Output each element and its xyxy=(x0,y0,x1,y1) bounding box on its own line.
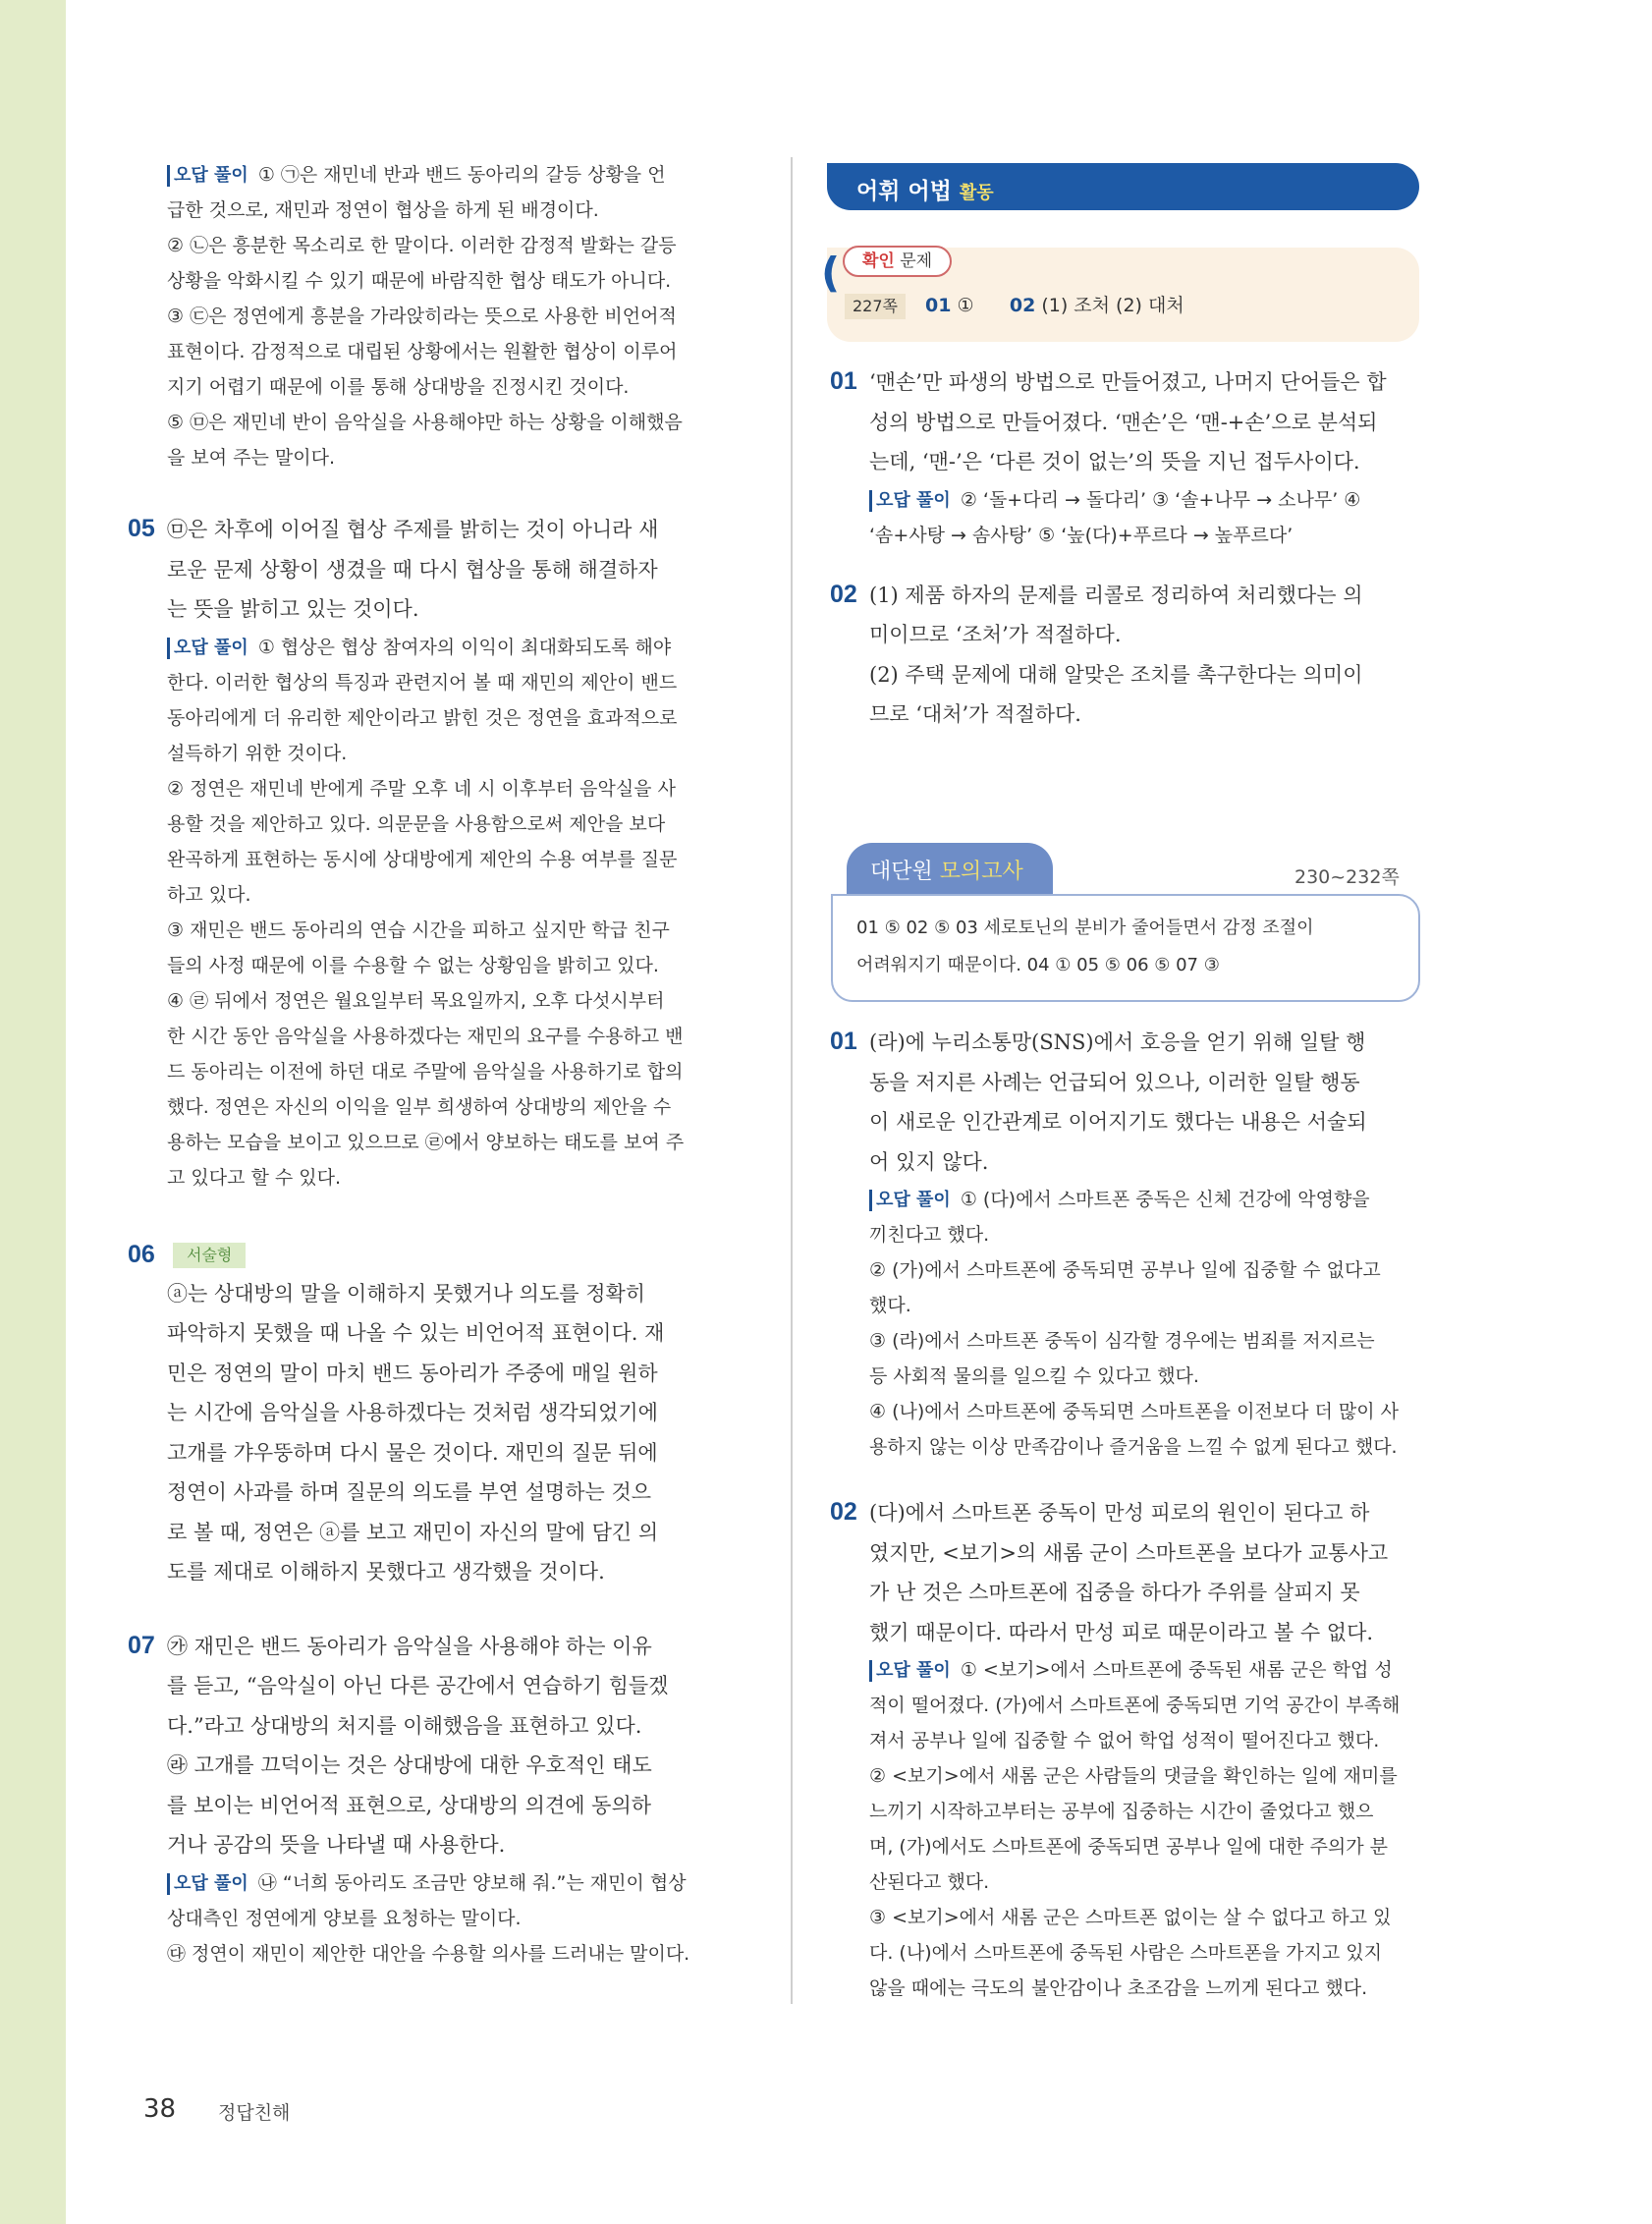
text-line: 용하지 않는 이상 만족감이나 즐거움을 느낄 수 없게 된다고 했다. xyxy=(869,1436,1398,1458)
text-line: 므로 ‘대처’가 적절하다. xyxy=(869,702,1081,726)
unit-title: 대단원 xyxy=(870,860,933,884)
text-line: 한다. 이러한 협상의 특징과 관련지어 볼 때 재민의 제안이 밴드 xyxy=(167,671,678,694)
check-answers xyxy=(845,291,1184,319)
unit-accent: 모의고사 xyxy=(939,860,1023,884)
question-06 xyxy=(128,1237,761,1592)
page-number: 38 xyxy=(143,2094,177,2124)
text-line: 동을 저지른 사례는 언급되어 있으나, 이러한 일탈 행동 xyxy=(869,1070,1360,1094)
wrong-answer-tag: 오답 풀이 xyxy=(869,1190,955,1211)
text-line: ② 정연은 재민네 반에게 주말 오후 네 시 이후부터 음악실을 사 xyxy=(167,777,676,800)
text-line: ③ ㉢은 정연에게 흥분을 가라앉히라는 뜻으로 사용한 비언어적 xyxy=(167,306,677,327)
text-line: 상대측인 정연에게 양보를 요청하는 말이다. xyxy=(167,1907,522,1929)
text-line: (라)에 누리소통망(SNS)에서 호응을 얻기 위해 일탈 행 xyxy=(869,1030,1366,1054)
answer-number: 01 xyxy=(925,295,952,316)
unit-answer-line: 01 ⑤ 02 ⑤ 03 세로토닌의 분비가 줄어들면서 감정 조절이 xyxy=(856,917,1314,938)
text-line: ㉮ 재민은 밴드 동아리가 음악실을 사용해야 하는 이유 xyxy=(167,1634,652,1658)
text-line: 다.”라고 상대방의 처지를 이해했음을 표현하고 있다. xyxy=(167,1713,642,1738)
answer-value: (1) 조처 (2) 대처 xyxy=(1041,295,1184,316)
text-line: 성의 방법으로 만들어졌다. ‘맨손’은 ‘맨-+손’으로 분석되 xyxy=(869,410,1378,434)
text-line: 드 동아리는 이전에 하던 대로 주말에 음악실을 사용하기로 합의 xyxy=(167,1060,684,1083)
question-number: 07 xyxy=(128,1631,155,1659)
banner-accent: 활동 xyxy=(959,183,994,203)
text-line: 를 듣고, “음악실이 아닌 다른 공간에서 연습하기 힘들겠 xyxy=(167,1674,669,1697)
wrong-answer-tag: 오답 풀이 xyxy=(869,1660,955,1682)
vocab-question-01 xyxy=(830,361,1419,553)
wrong-answer-block xyxy=(167,157,761,475)
vocab-grammar-banner xyxy=(827,163,1419,210)
check-problem-label xyxy=(843,246,952,277)
page-reference: 227쪽 xyxy=(845,294,906,319)
unit-question-02 xyxy=(830,1492,1419,2006)
unit-page-range: 230~232쪽 xyxy=(1294,866,1400,888)
text-line: 였지만, <보기>의 새롬 군이 스마트폰을 보다가 교통사고 xyxy=(869,1540,1389,1565)
column-divider xyxy=(791,157,793,2004)
bracket-icon: ( xyxy=(821,249,841,297)
text-line: ② ㉡은 흥분한 목소리로 한 말이다. 이러한 감정적 발화는 갈등 xyxy=(167,235,677,256)
label-highlight: 확인 xyxy=(862,251,895,271)
text-line: 가 난 것은 스마트폰에 집중을 하다가 주위를 살피지 못 xyxy=(869,1581,1360,1604)
text-line: ㉱ 고개를 끄덕이는 것은 상대방에 대한 우호적인 태도 xyxy=(167,1753,652,1777)
text-line: 미이므로 ‘조처’가 적절하다. xyxy=(869,623,1122,646)
text-line: 는데, ‘맨-’은 ‘다른 것이 없는’의 뜻을 지닌 접두사이다. xyxy=(869,450,1360,473)
text-line: 했기 때문이다. 따라서 만성 피로 때문이라고 볼 수 없다. xyxy=(869,1620,1374,1644)
text-line: 느끼기 시작하고부터는 공부에 집중하는 시간이 줄었다고 했으 xyxy=(869,1801,1374,1822)
text-line: ㉰ 정연이 재민이 제안한 대안을 수용할 의사를 드러내는 말이다. xyxy=(167,1942,690,1965)
text-line: 했다. xyxy=(869,1295,911,1316)
text-line: 산된다고 했다. xyxy=(869,1871,990,1893)
text-line: 상황을 악화시킬 수 있기 때문에 바람직한 협상 태도가 아니다. xyxy=(167,270,672,292)
text-line: 등 사회적 물의를 일으킬 수 있다고 했다. xyxy=(869,1365,1199,1387)
text-line: 끼친다고 했다. xyxy=(869,1224,990,1246)
text-line: ‘솜+사탕 → 솜사탕’ ⑤ ‘높(다)+푸르다 → 높푸르다’ xyxy=(869,524,1294,546)
text-line: 로 볼 때, 정연은 ⓐ를 보고 재민이 자신의 말에 담긴 의 xyxy=(167,1520,659,1544)
text-line: 도를 제대로 이해하지 못했다고 생각했을 것이다. xyxy=(167,1560,605,1584)
text-line: 정연이 사과를 하며 질문의 의도를 부연 설명하는 것으 xyxy=(167,1480,652,1504)
wrong-answer-tag: 오답 풀이 xyxy=(167,1873,252,1895)
text-line: 적이 떨어졌다. (가)에서 스마트폰에 중독되면 기억 공간이 부족해 xyxy=(869,1695,1401,1716)
text-line: ① (다)에서 스마트폰 중독은 신체 건강에 악영향을 xyxy=(960,1189,1370,1210)
text-line: ④ ㉣ 뒤에서 정연은 월요일부터 목요일까지, 오후 다섯시부터 xyxy=(167,989,665,1012)
footer-label: 정답친해 xyxy=(218,2102,291,2124)
text-line: 표현이다. 감정적으로 대립된 상황에서는 원활한 협상이 이루어 xyxy=(167,341,678,362)
text-line: (다)에서 스마트폰 중독이 만성 피로의 원인이 된다고 하 xyxy=(869,1501,1370,1525)
side-color-strip xyxy=(0,0,66,2224)
text-line: 한 시간 동안 음악실을 사용하겠다는 재민의 요구를 수용하고 밴 xyxy=(167,1025,684,1047)
wrong-answer-tag: 오답 풀이 xyxy=(167,638,252,659)
answer-number: 02 xyxy=(1009,295,1036,316)
text-line: ② ‘돌+다리 → 돌다리’ ③ ‘솔+나무 → 소나무’ ④ xyxy=(960,488,1361,511)
question-05 xyxy=(128,509,761,1195)
text-line: 하고 있다. xyxy=(167,883,251,906)
text-line: 용하는 모습을 보이고 있으므로 ㉣에서 양보하는 태도를 보여 주 xyxy=(167,1131,685,1153)
question-number: 02 xyxy=(830,580,857,608)
text-line: (2) 주택 문제에 대해 알맞은 조치를 촉구한다는 의미이 xyxy=(869,662,1363,687)
text-line: 어 있지 않다. xyxy=(869,1149,989,1174)
text-line: 파악하지 못했을 때 나올 수 있는 비언어적 표현이다. 재 xyxy=(167,1321,665,1345)
text-line: 져서 공부나 일에 집중할 수 없어 학업 성적이 떨어진다고 했다. xyxy=(869,1730,1380,1751)
text-line: ① 협상은 협상 참여자의 이익이 최대화되도록 해야 xyxy=(257,636,672,658)
text-line: ④ (나)에서 스마트폰에 중독되면 스마트폰을 이전보다 더 많이 사 xyxy=(869,1401,1400,1422)
text-line: 들의 사정 때문에 이를 수용할 수 없는 상황임을 밝히고 있다. xyxy=(167,954,659,976)
wrong-answer-tag: 오답 풀이 xyxy=(167,165,252,187)
question-07 xyxy=(128,1626,761,1972)
text-line: 는 시간에 음악실을 사용하겠다는 것처럼 생각되었기에 xyxy=(167,1401,658,1424)
right-column-vocab xyxy=(830,361,1419,735)
question-number: 05 xyxy=(128,515,155,542)
text-line: 는 뜻을 밝히고 있는 것이다. xyxy=(167,597,419,621)
text-line: 지기 어렵기 때문에 이를 통해 상대방을 진정시킨 것이다. xyxy=(167,376,630,398)
text-line: ⓐ는 상대방의 말을 이해하지 못했거나 의도를 정확히 xyxy=(167,1281,646,1306)
text-line: ③ <보기>에서 새롬 군은 스마트폰 없이는 살 수 없다고 하고 있 xyxy=(869,1907,1392,1928)
question-number: 01 xyxy=(830,1028,857,1055)
unit-answers-box xyxy=(831,894,1420,1002)
text-line: 했다. 정연은 자신의 이익을 일부 희생하여 상대방의 제안을 수 xyxy=(167,1095,672,1118)
text-line: ② <보기>에서 새롬 군은 사람들의 댓글을 확인하는 일에 재미를 xyxy=(869,1765,1398,1787)
unit-question-01 xyxy=(830,1022,1419,1465)
label-rest: 문제 xyxy=(894,251,933,271)
text-line: ‘맨손’만 파생의 방법으로 만들어졌고, 나머지 단어들은 합 xyxy=(869,370,1387,394)
text-line: 며, (가)에서도 스마트폰에 중독되면 공부나 일에 대한 주의가 분 xyxy=(869,1836,1389,1858)
wrong-answer-tag: 오답 풀이 xyxy=(869,490,955,512)
text-line: 급한 것으로, 재민과 정연이 협상을 하게 된 배경이다. xyxy=(167,199,599,221)
text-line: 를 보이는 비언어적 표현으로, 상대방의 의견에 동의하 xyxy=(167,1793,652,1817)
text-line: 고개를 갸우뚱하며 다시 물은 것이다. 재민의 질문 뒤에 xyxy=(167,1440,658,1465)
text-line: 을 보여 주는 말이다. xyxy=(167,447,335,469)
text-line: ㉯ “너희 동아리도 조금만 양보해 줘.”는 재민이 협상 xyxy=(257,1871,687,1894)
vocab-question-02 xyxy=(830,575,1419,735)
text-line: 고 있다고 할 수 있다. xyxy=(167,1166,342,1189)
answer-value: ① xyxy=(957,295,974,316)
unit-answer-line: 어려워지기 때문이다. 04 ① 05 ⑤ 06 ⑤ 07 ③ xyxy=(856,955,1220,975)
text-line: 용할 것을 제안하고 있다. 의문문을 사용함으로써 제안을 보다 xyxy=(167,812,666,835)
question-number: 06 xyxy=(128,1240,155,1268)
text-line: 거나 공감의 뜻을 나타낼 때 사용한다. xyxy=(167,1833,506,1857)
text-line: ① ㉠은 재민네 반과 밴드 동아리의 갈등 상황을 언 xyxy=(257,164,666,186)
text-line: 이 새로운 인간관계로 이어지기도 했다는 내용은 서술되 xyxy=(869,1110,1367,1134)
question-number: 02 xyxy=(830,1498,857,1526)
right-column-unit xyxy=(830,1022,1419,2006)
text-line: 않을 때에는 극도의 불안감이나 초조감을 느끼게 된다고 했다. xyxy=(869,1977,1368,1999)
text-line: ① <보기>에서 스마트폰에 중독된 새롬 군은 학업 성 xyxy=(960,1659,1393,1681)
text-line: ② (가)에서 스마트폰에 중독되면 공부나 일에 집중할 수 없다고 xyxy=(869,1259,1381,1281)
text-line: 다. (나)에서 스마트폰에 중독된 사람은 스마트폰을 가지고 있지 xyxy=(869,1942,1382,1964)
text-line: 설득하기 위한 것이다. xyxy=(167,742,348,764)
left-column xyxy=(128,157,761,1972)
question-number: 01 xyxy=(830,367,857,395)
check-problem-box xyxy=(821,248,1419,342)
text-line: ㉤은 차후에 이어질 협상 주제를 밝히는 것이 아니라 새 xyxy=(167,518,659,541)
text-line: 완곡하게 표현하는 동시에 상대방에게 제안의 수용 여부를 질문 xyxy=(167,848,678,870)
text-line: ③ 재민은 밴드 동아리의 연습 시간을 피하고 싶지만 학급 친구 xyxy=(167,918,670,941)
text-line: 민은 정연의 말이 마치 밴드 동아리가 주중에 매일 원하 xyxy=(167,1361,658,1385)
essay-type-tag: 서술형 xyxy=(173,1243,246,1268)
unit-test-tab xyxy=(847,843,1053,894)
text-line: ⑤ ㉤은 재민네 반이 음악실을 사용해야만 하는 상황을 이해했음 xyxy=(167,412,683,433)
text-line: (1) 제품 하자의 문제를 리콜로 정리하여 처리했다는 의 xyxy=(869,583,1363,607)
text-line: 동아리에게 더 유리한 제안이라고 밝힌 것은 정연을 효과적으로 xyxy=(167,706,678,729)
text-line: 로운 문제 상황이 생겼을 때 다시 협상을 통해 해결하자 xyxy=(167,557,658,582)
banner-title: 어휘 어법 xyxy=(856,179,952,204)
text-line: ③ (라)에서 스마트폰 중독이 심각할 경우에는 범죄를 저지르는 xyxy=(869,1330,1375,1352)
